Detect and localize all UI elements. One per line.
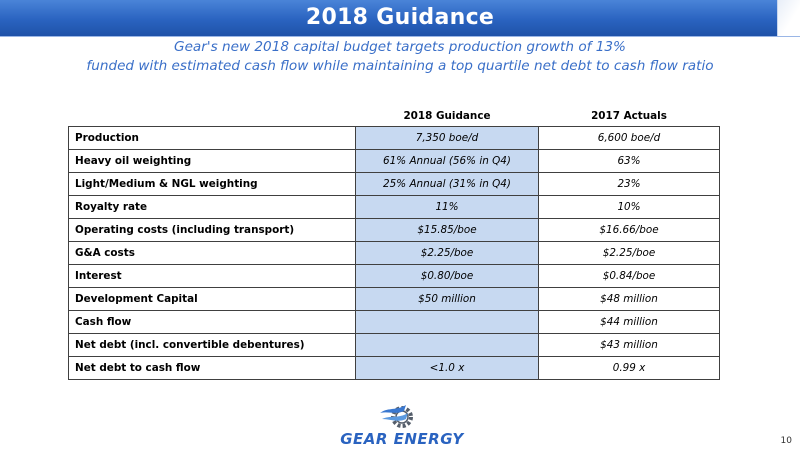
subtitle-line-2: funded with estimated cash flow while maintaining a top quartile net debt to cash flow ratio [86,58,714,74]
table-body [69,127,720,380]
table-row [69,127,720,150]
guidance-cell: 11% [356,196,539,219]
company-logo [327,402,477,448]
row-label: Cash flow [69,311,356,334]
actual-cell: 23% [539,173,720,196]
guidance-cell: $50 million [356,288,539,311]
actual-cell: $44 million [539,311,720,334]
header-2018-guidance: 2018 Guidance [403,110,491,122]
table-row [69,288,720,311]
guidance-cell: $2.25/boe [356,242,539,265]
page-corner [777,0,800,36]
actual-cell: 10% [539,196,720,219]
table-row [69,311,720,334]
guidance-cell: $0.80/boe [356,265,539,288]
guidance-cell: <1.0 x [356,357,539,380]
row-label: Net debt to cash flow [69,357,356,380]
actual-cell: $16.66/boe [539,219,720,242]
page-number: 10 [780,436,792,446]
table-row [69,334,720,357]
row-label: Royalty rate [69,196,356,219]
subtitle [0,38,800,76]
guidance-cell: 25% Annual (31% in Q4) [356,173,539,196]
actual-cell: 0.99 x [539,357,720,380]
row-label: Production [69,127,356,150]
table-row [69,196,720,219]
logo-text: GEAR ENERGY [340,430,464,448]
row-label: Operating costs (including transport) [69,219,356,242]
actual-cell: 63% [539,150,720,173]
guidance-table [68,106,720,380]
table-row [69,242,720,265]
guidance-cell: 7,350 boe/d [356,127,539,150]
header-2017-actuals: 2017 Actuals [591,110,667,122]
table-row [69,219,720,242]
table-row [69,357,720,380]
row-label: Interest [69,265,356,288]
actual-cell: $48 million [539,288,720,311]
table-header-row [69,106,720,127]
page-title: 2018 Guidance [305,5,495,30]
actual-cell: $43 million [539,334,720,357]
row-label: Development Capital [69,288,356,311]
guidance-cell [356,334,539,357]
title-banner [0,0,800,37]
actual-cell: $2.25/boe [539,242,720,265]
guidance-cell: 61% Annual (56% in Q4) [356,150,539,173]
table-row [69,150,720,173]
gear-arrow-icon [327,402,477,432]
row-label: Heavy oil weighting [69,150,356,173]
row-label: G&A costs [69,242,356,265]
header-blank [69,106,356,127]
subtitle-line-1: Gear's new 2018 capital budget targets production growth of 13% [174,39,626,55]
guidance-cell [356,311,539,334]
guidance-cell: $15.85/boe [356,219,539,242]
actual-cell: $0.84/boe [539,265,720,288]
actual-cell: 6,600 boe/d [539,127,720,150]
row-label: Net debt (incl. convertible debentures) [69,334,356,357]
table-row [69,173,720,196]
row-label: Light/Medium & NGL weighting [69,173,356,196]
table-row [69,265,720,288]
